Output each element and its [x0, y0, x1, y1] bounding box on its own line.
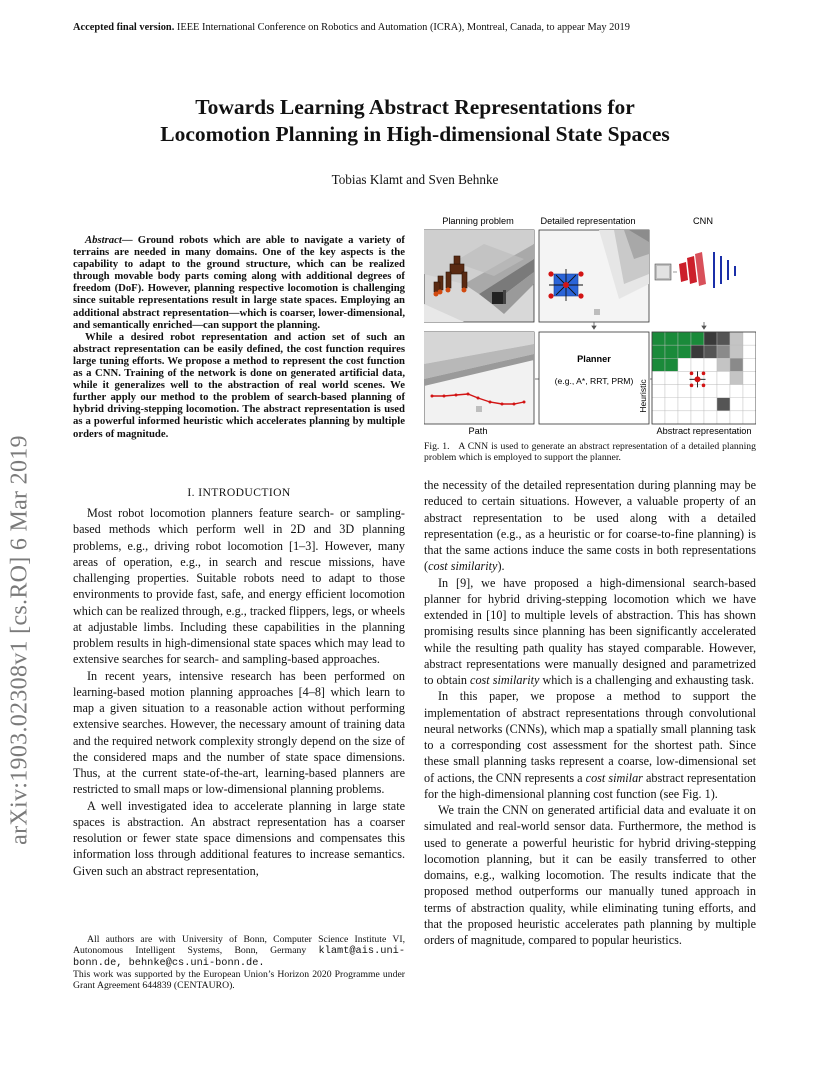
grid-cell	[743, 385, 756, 398]
paragraph: A well investigated idea to accelerate planning in large state spaces is abstraction. An abstract representation has a coarser resolution or fewer state space dimensions and compensates this information loss through additional features to increase semantics. Given such an abstract representation,	[73, 798, 405, 878]
grid-cell	[743, 345, 756, 358]
grid-cell	[704, 411, 717, 424]
robot-foot	[702, 384, 706, 388]
label-heuristic: Heuristic	[638, 379, 648, 413]
footnote	[73, 934, 405, 991]
title-line-2: Locomotion Planning in High-dimensional State Spaces	[160, 122, 670, 146]
paragraph: In [9], we have proposed a high-dimensional search-based planner for hybrid driving-stepping locomotion which we have extended in [10] to multiple levels of abstraction. This has shown promising results since planning has been significantly accelerated while the resulting path quality has stayed comparable. However, abstract representations were manually designed and parametrized to obtain cost similarity which is a challenging and exhausting task.	[424, 575, 756, 687]
cnn-diagram	[655, 252, 735, 288]
left-column-body	[73, 505, 405, 879]
grid-cell	[704, 358, 717, 371]
grid-cell	[730, 358, 743, 371]
grid-cell	[717, 371, 730, 384]
path-image	[424, 332, 534, 424]
grid-cell	[652, 332, 665, 345]
grid-cell	[665, 398, 678, 411]
paragraph: We train the CNN on generated artificial data and evaluate it on simulated and real-world sensor data. Furthermore, the method is used to generate a powerful heuristic for hybrid driving-stepping locomotion planning, but it can be easily transferred to other domains, e.g., walking locomotion. The results indicate that the proposed method outperforms our manually tuned approach in terms of abstraction quality, while eliminating tuning efforts, and that the proposed heuristic accelerates path planning by multiple orders of magnitude, compared to popular heuristics.	[424, 803, 756, 947]
grid-cell	[665, 358, 678, 371]
label-planning-problem: Planning problem	[442, 216, 514, 226]
grid-cell	[704, 371, 717, 384]
grid-cell	[652, 345, 665, 358]
planning-problem-image	[424, 230, 534, 322]
grid-cell	[704, 398, 717, 411]
grid-cell	[743, 371, 756, 384]
grid-cell	[717, 385, 730, 398]
grid-cell	[717, 345, 730, 358]
grid-cell	[717, 332, 730, 345]
grid-cell	[678, 385, 691, 398]
right-column-body	[424, 477, 756, 948]
label-cnn: CNN	[693, 216, 713, 226]
grid-cell	[678, 398, 691, 411]
grid-cell	[691, 345, 704, 358]
footnote-funding: This work was supported by the European Union’s Horizon 2020 Programme under Grant Agreement 644839 (CENTAURO).	[73, 969, 405, 992]
grid-cell	[678, 332, 691, 345]
grid-cell	[691, 358, 704, 371]
section-heading: I. INTRODUCTION	[187, 486, 291, 499]
grid-cell	[652, 411, 665, 424]
grid-cell	[704, 332, 717, 345]
grid-cell	[691, 411, 704, 424]
robot-foot	[690, 372, 694, 376]
grid-cell	[691, 332, 704, 345]
grid-cell	[730, 411, 743, 424]
grid-cell	[665, 371, 678, 384]
label-planner-examples: (e.g., A*, RRT, PRM)	[554, 376, 634, 386]
grid-cell	[652, 385, 665, 398]
grid-cell	[704, 345, 717, 358]
abstract	[73, 234, 405, 440]
grid-cell	[743, 358, 756, 371]
grid-cell	[730, 385, 743, 398]
grid-cell	[730, 398, 743, 411]
grid-cell	[691, 398, 704, 411]
grid-cell	[678, 358, 691, 371]
authors: Tobias Klamt and Sven Behnke	[331, 172, 499, 187]
abstract-representation-grid	[652, 332, 756, 424]
label-path: Path	[468, 426, 488, 436]
grid-cell	[652, 358, 665, 371]
label-detailed-representation: Detailed representation	[540, 216, 636, 226]
grid-cell	[678, 371, 691, 384]
figure-caption: Fig. 1. A CNN is used to generate an abstract representation of a detailed planning problem which is employed to support the planner.	[424, 441, 756, 464]
paragraph: the necessity of the detailed representation during planning may be reduced to certain situations. However, a valuable property of an abstract representation to be used along with a detailed representation (e.g., as a heuristic or for coarse-to-fine planning) is that the same actions induce the same costs in both representations (cost similarity).	[424, 478, 756, 574]
grid-cell	[730, 345, 743, 358]
abstract-p2: While a desired robot representation and action set of such an abstract representation can be easily defined, the cost function requires large tuning efforts. We propose a method to represent the cost function as a CNN. Training of the network is done on generated artificial data, while it generalizes well to the abstraction of real world scenes. We further apply our method to the problem of search-based planning of hybrid driving-stepping locomotion. The abstract representation is used as a powerful informed heuristic which accelerates planning by multiple orders of magnitude.	[73, 330, 405, 440]
robot-foot	[702, 372, 706, 376]
grid-cell	[743, 332, 756, 345]
grid-cell	[665, 345, 678, 358]
grid-cell	[665, 411, 678, 424]
grid-cell	[717, 411, 730, 424]
detailed-representation-image	[539, 230, 649, 322]
robot-foot	[690, 384, 694, 388]
grid-cell	[730, 371, 743, 384]
title-line-1: Towards Learning Abstract Representations for	[195, 95, 635, 119]
grid-cell	[743, 398, 756, 411]
figure-1	[424, 214, 756, 436]
running-header: Accepted final version. IEEE International Conference on Robotics and Automation (ICRA), Montreal, Canada, to appear May 2019	[73, 22, 630, 33]
label-planner: Planner	[577, 354, 611, 364]
paragraph: In recent years, intensive research has been performed on learning-based motion planning approaches [4–8] which learn to map a given situation to a reasonable action without performing extensive searches. However, the necessary amount of training data and the required network complexity strongly depend on the size of the considered maps and the number of state space dimensions. Thus, at the current state-of-the-art, learning-based planners are restricted to small maps or low-dimensional planning problems.	[73, 668, 405, 797]
grid-cell	[652, 371, 665, 384]
grid-cell	[704, 385, 717, 398]
robot-marker	[695, 376, 701, 382]
abstract-p1: Abstract— Ground robots which are able to navigate a variety of terrains are needed in many domains. One of the key aspects is the capability to adapt to the ground structure, which can be realized through movable body parts coming along with additional degrees of freedom (DoF). However, planning respective locomotion is challenging since suitable representations result in large state spaces. Employing an additional abstract representation—which is coarser, lower-dimensional, and semantically enriched—can support the planning.	[73, 234, 405, 331]
paper-title	[60, 94, 770, 148]
label-abstract-representation: Abstract representation	[656, 426, 752, 436]
grid-cell	[665, 332, 678, 345]
paragraph: Most robot locomotion planners feature search- or sampling-based methods which perform well in 2D and 3D planning problems, e.g., driving robot locomotion [1–3]. However, many areas of operation, e.g., in search and rescue missions, have challenging properties. Suitable robots need to adapt to those environments to provide fast, safe, and energy efficient locomotion which can be realized through, e.g., tracked flippers, legs, or wheels at adjustable limbs. Including these capabilities in the planning problem results in high-dimensional state spaces which may lead to extensive searches for search- and sampling-based approaches.	[73, 506, 405, 667]
grid-cell	[678, 345, 691, 358]
grid-cell	[678, 411, 691, 424]
grid-cell	[743, 411, 756, 424]
grid-cell	[730, 332, 743, 345]
grid-cell	[717, 398, 730, 411]
paragraph: In this paper, we propose a method to support the implementation of abstract representations through convolutional neural networks (CNNs), which map a spatially small planning task to a corresponding cost assessment for the shortest path. Since these small planning tasks represent a coarse, low-dimensional set of actions, the CNN represents a cost similar abstract representation for the high-dimensional planning cost function (see Fig. 1).	[424, 689, 757, 801]
footnote-emails: klamt@ais.uni-bonn.de, behnke@cs.uni-bonn.de.	[73, 945, 405, 970]
grid-cell	[665, 385, 678, 398]
grid-cell	[652, 398, 665, 411]
grid-cell	[717, 358, 730, 371]
footnote-affiliation: All authors are with University of Bonn, Computer Science Institute VI, Autonomous Intelligent Systems, Bonn, Germany klamt@ais.uni-bonn.de, behnke@cs.uni-bonn.de.	[73, 934, 405, 970]
